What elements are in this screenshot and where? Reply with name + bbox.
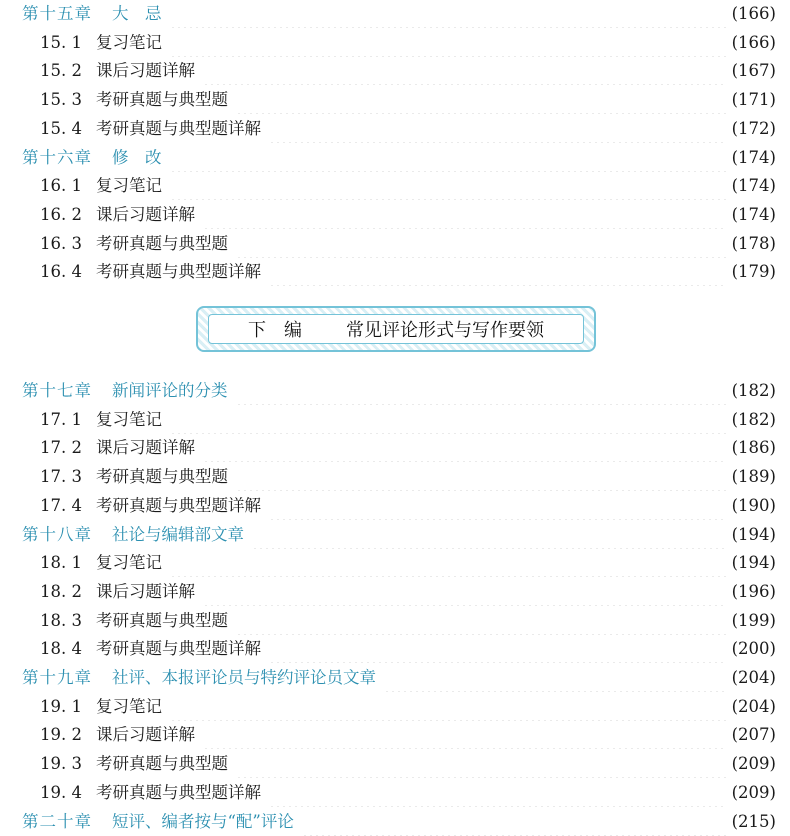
toc-chapter-row[interactable] (0, 664, 790, 692)
toc-entry-number: 16. 4 (40, 262, 82, 282)
toc-entry-number: 15. 3 (40, 90, 82, 110)
dot-leader (203, 578, 726, 606)
toc-page-number: (189) (731, 467, 776, 487)
toc-entry-number: 第十六章 (22, 147, 92, 167)
toc-chapter-row[interactable] (0, 377, 790, 405)
toc-entry-number: 第二十章 (22, 811, 92, 831)
toc-entry-number: 16. 3 (40, 233, 82, 253)
toc-entry-number: 17. 1 (40, 409, 82, 429)
toc-section-row[interactable] (0, 86, 790, 114)
toc-page-number: (167) (731, 61, 776, 81)
toc-entry-title: 考研真题与典型题详解 (96, 782, 261, 802)
dot-leader (203, 434, 726, 462)
toc-entry-title: 复习笔记 (96, 176, 162, 196)
dot-leader (236, 86, 726, 114)
toc-page-number: (209) (731, 754, 776, 774)
dot-leader (203, 57, 726, 85)
dot-leader (269, 492, 726, 520)
toc-entry-number: 18. 3 (40, 610, 82, 630)
toc-section-row[interactable] (0, 721, 790, 749)
dot-leader (302, 808, 726, 836)
toc-page-number: (174) (731, 147, 776, 167)
dot-leader (170, 406, 726, 434)
toc-chapter-row[interactable] (0, 521, 790, 549)
toc-entry-number: 第十八章 (22, 524, 92, 544)
toc-section-row[interactable] (0, 693, 790, 721)
toc-section-row[interactable] (0, 172, 790, 200)
toc-page-number: (204) (731, 668, 776, 687)
toc-entry-number: 第十九章 (22, 668, 92, 687)
toc-entry-title: 修 改 (112, 147, 162, 167)
toc-page-number: (178) (731, 233, 776, 253)
dot-leader (203, 201, 726, 229)
dot-leader (252, 521, 726, 549)
toc-section-row[interactable] (0, 57, 790, 85)
toc-section-row[interactable] (0, 29, 790, 57)
toc-section-row[interactable] (0, 230, 790, 258)
toc-section-row[interactable] (0, 406, 790, 434)
toc-entry-title: 考研真题与典型题 (96, 467, 228, 487)
toc-section-row[interactable] (0, 434, 790, 462)
toc-page-number: (172) (731, 118, 776, 138)
toc-entry-number: 19. 4 (40, 782, 82, 802)
toc-section-row[interactable] (0, 492, 790, 520)
toc-entry-title: 课后习题详解 (96, 438, 195, 458)
toc-section-row[interactable] (0, 115, 790, 143)
part-banner (196, 306, 596, 352)
toc-entry-title: 考研真题与典型题详解 (96, 118, 261, 138)
dot-leader (236, 377, 726, 405)
toc-entry-title: 课后习题详解 (96, 61, 195, 81)
toc-entry-number: 18. 1 (40, 553, 82, 573)
toc-entry-title: 社评、本报评论员与特约评论员文章 (112, 668, 376, 687)
dot-leader (269, 115, 726, 143)
toc-entry-number: 19. 1 (40, 696, 82, 716)
toc-section-row[interactable] (0, 578, 790, 606)
toc-entry-title: 课后习题详解 (96, 581, 195, 601)
toc-page-number: (194) (731, 524, 776, 544)
toc-entry-title: 短评、编者按与“配”评论 (112, 811, 294, 831)
part-title: 常见评论形式与写作要领 (346, 320, 544, 341)
toc-page-number: (179) (731, 262, 776, 282)
toc-chapter-row[interactable] (0, 808, 790, 836)
toc-entry-number: 15. 2 (40, 61, 82, 81)
toc-section-row[interactable] (0, 779, 790, 807)
dot-leader (203, 721, 726, 749)
toc-entry-title: 考研真题与典型题 (96, 610, 228, 630)
toc-entry-number: 17. 2 (40, 438, 82, 458)
toc-section-row[interactable] (0, 258, 790, 286)
toc-chapter-row[interactable] (0, 0, 790, 28)
toc-page-number: (174) (731, 204, 776, 224)
toc-page-number: (182) (731, 381, 776, 400)
toc-entry-number: 19. 2 (40, 725, 82, 745)
toc-entry-title: 复习笔记 (96, 32, 162, 52)
toc-page-number: (166) (731, 4, 776, 23)
dot-leader (170, 549, 726, 577)
toc-section-row[interactable] (0, 635, 790, 663)
dot-leader (170, 0, 726, 28)
toc-entry-title: 课后习题详解 (96, 725, 195, 745)
toc-entry-title: 考研真题与典型题详解 (96, 639, 261, 659)
toc-entry-number: 15. 1 (40, 32, 82, 52)
dot-leader (384, 664, 726, 692)
toc-entry-title: 考研真题与典型题 (96, 90, 228, 110)
part-banner-inner (208, 314, 584, 344)
toc-page-number: (199) (731, 610, 776, 630)
dot-leader (269, 635, 726, 663)
dot-leader (236, 607, 726, 635)
toc-page-number: (209) (731, 782, 776, 802)
toc-section-row[interactable] (0, 750, 790, 778)
toc-entry-title: 考研真题与典型题详解 (96, 495, 261, 515)
dot-leader (170, 29, 726, 57)
toc-page-number: (194) (731, 553, 776, 573)
toc-page-number: (215) (731, 811, 776, 831)
toc-page-number: (196) (731, 581, 776, 601)
toc-page-number: (166) (731, 32, 776, 52)
toc-entry-number: 第十七章 (22, 381, 92, 400)
toc-entry-title: 课后习题详解 (96, 204, 195, 224)
dot-leader (236, 463, 726, 491)
toc-entry-number: 17. 4 (40, 495, 82, 515)
toc-entry-number: 第十五章 (22, 4, 92, 23)
toc-entry-title: 大 忌 (112, 4, 162, 23)
toc-section-row[interactable] (0, 549, 790, 577)
toc-page-number: (204) (731, 696, 776, 716)
toc-entry-number: 17. 3 (40, 467, 82, 487)
toc-entry-number: 15. 4 (40, 118, 82, 138)
toc-entry-number: 16. 1 (40, 176, 82, 196)
toc-page-number: (190) (731, 495, 776, 515)
toc-page-number: (186) (731, 438, 776, 458)
toc-entry-title: 复习笔记 (96, 409, 162, 429)
dot-leader (236, 230, 726, 258)
toc-section-row[interactable] (0, 607, 790, 635)
toc-entry-title: 复习笔记 (96, 553, 162, 573)
toc-page-number: (171) (731, 90, 776, 110)
dot-leader (170, 144, 726, 172)
toc-entry-number: 16. 2 (40, 204, 82, 224)
toc-page-number: (207) (731, 725, 776, 745)
dot-leader (269, 779, 726, 807)
toc-page-number: (174) (731, 176, 776, 196)
toc-entry-title: 考研真题与典型题详解 (96, 262, 261, 282)
toc-entry-title: 复习笔记 (96, 696, 162, 716)
toc-entry-number: 18. 4 (40, 639, 82, 659)
toc-entry-title: 考研真题与典型题 (96, 754, 228, 774)
toc-section-row[interactable] (0, 201, 790, 229)
part-label: 下编 (248, 320, 320, 341)
toc-entry-title: 考研真题与典型题 (96, 233, 228, 253)
toc-entry-title: 社论与编辑部文章 (112, 524, 244, 544)
dot-leader (269, 258, 726, 286)
toc-entry-title: 新闻评论的分类 (112, 381, 228, 400)
toc-entry-number: 18. 2 (40, 581, 82, 601)
dot-leader (236, 750, 726, 778)
toc-page-number: (200) (731, 639, 776, 659)
dot-leader (170, 693, 726, 721)
toc-section-row[interactable] (0, 463, 790, 491)
dot-leader (170, 172, 726, 200)
toc-page-number: (182) (731, 409, 776, 429)
toc-chapter-row[interactable] (0, 144, 790, 172)
toc-entry-number: 19. 3 (40, 754, 82, 774)
